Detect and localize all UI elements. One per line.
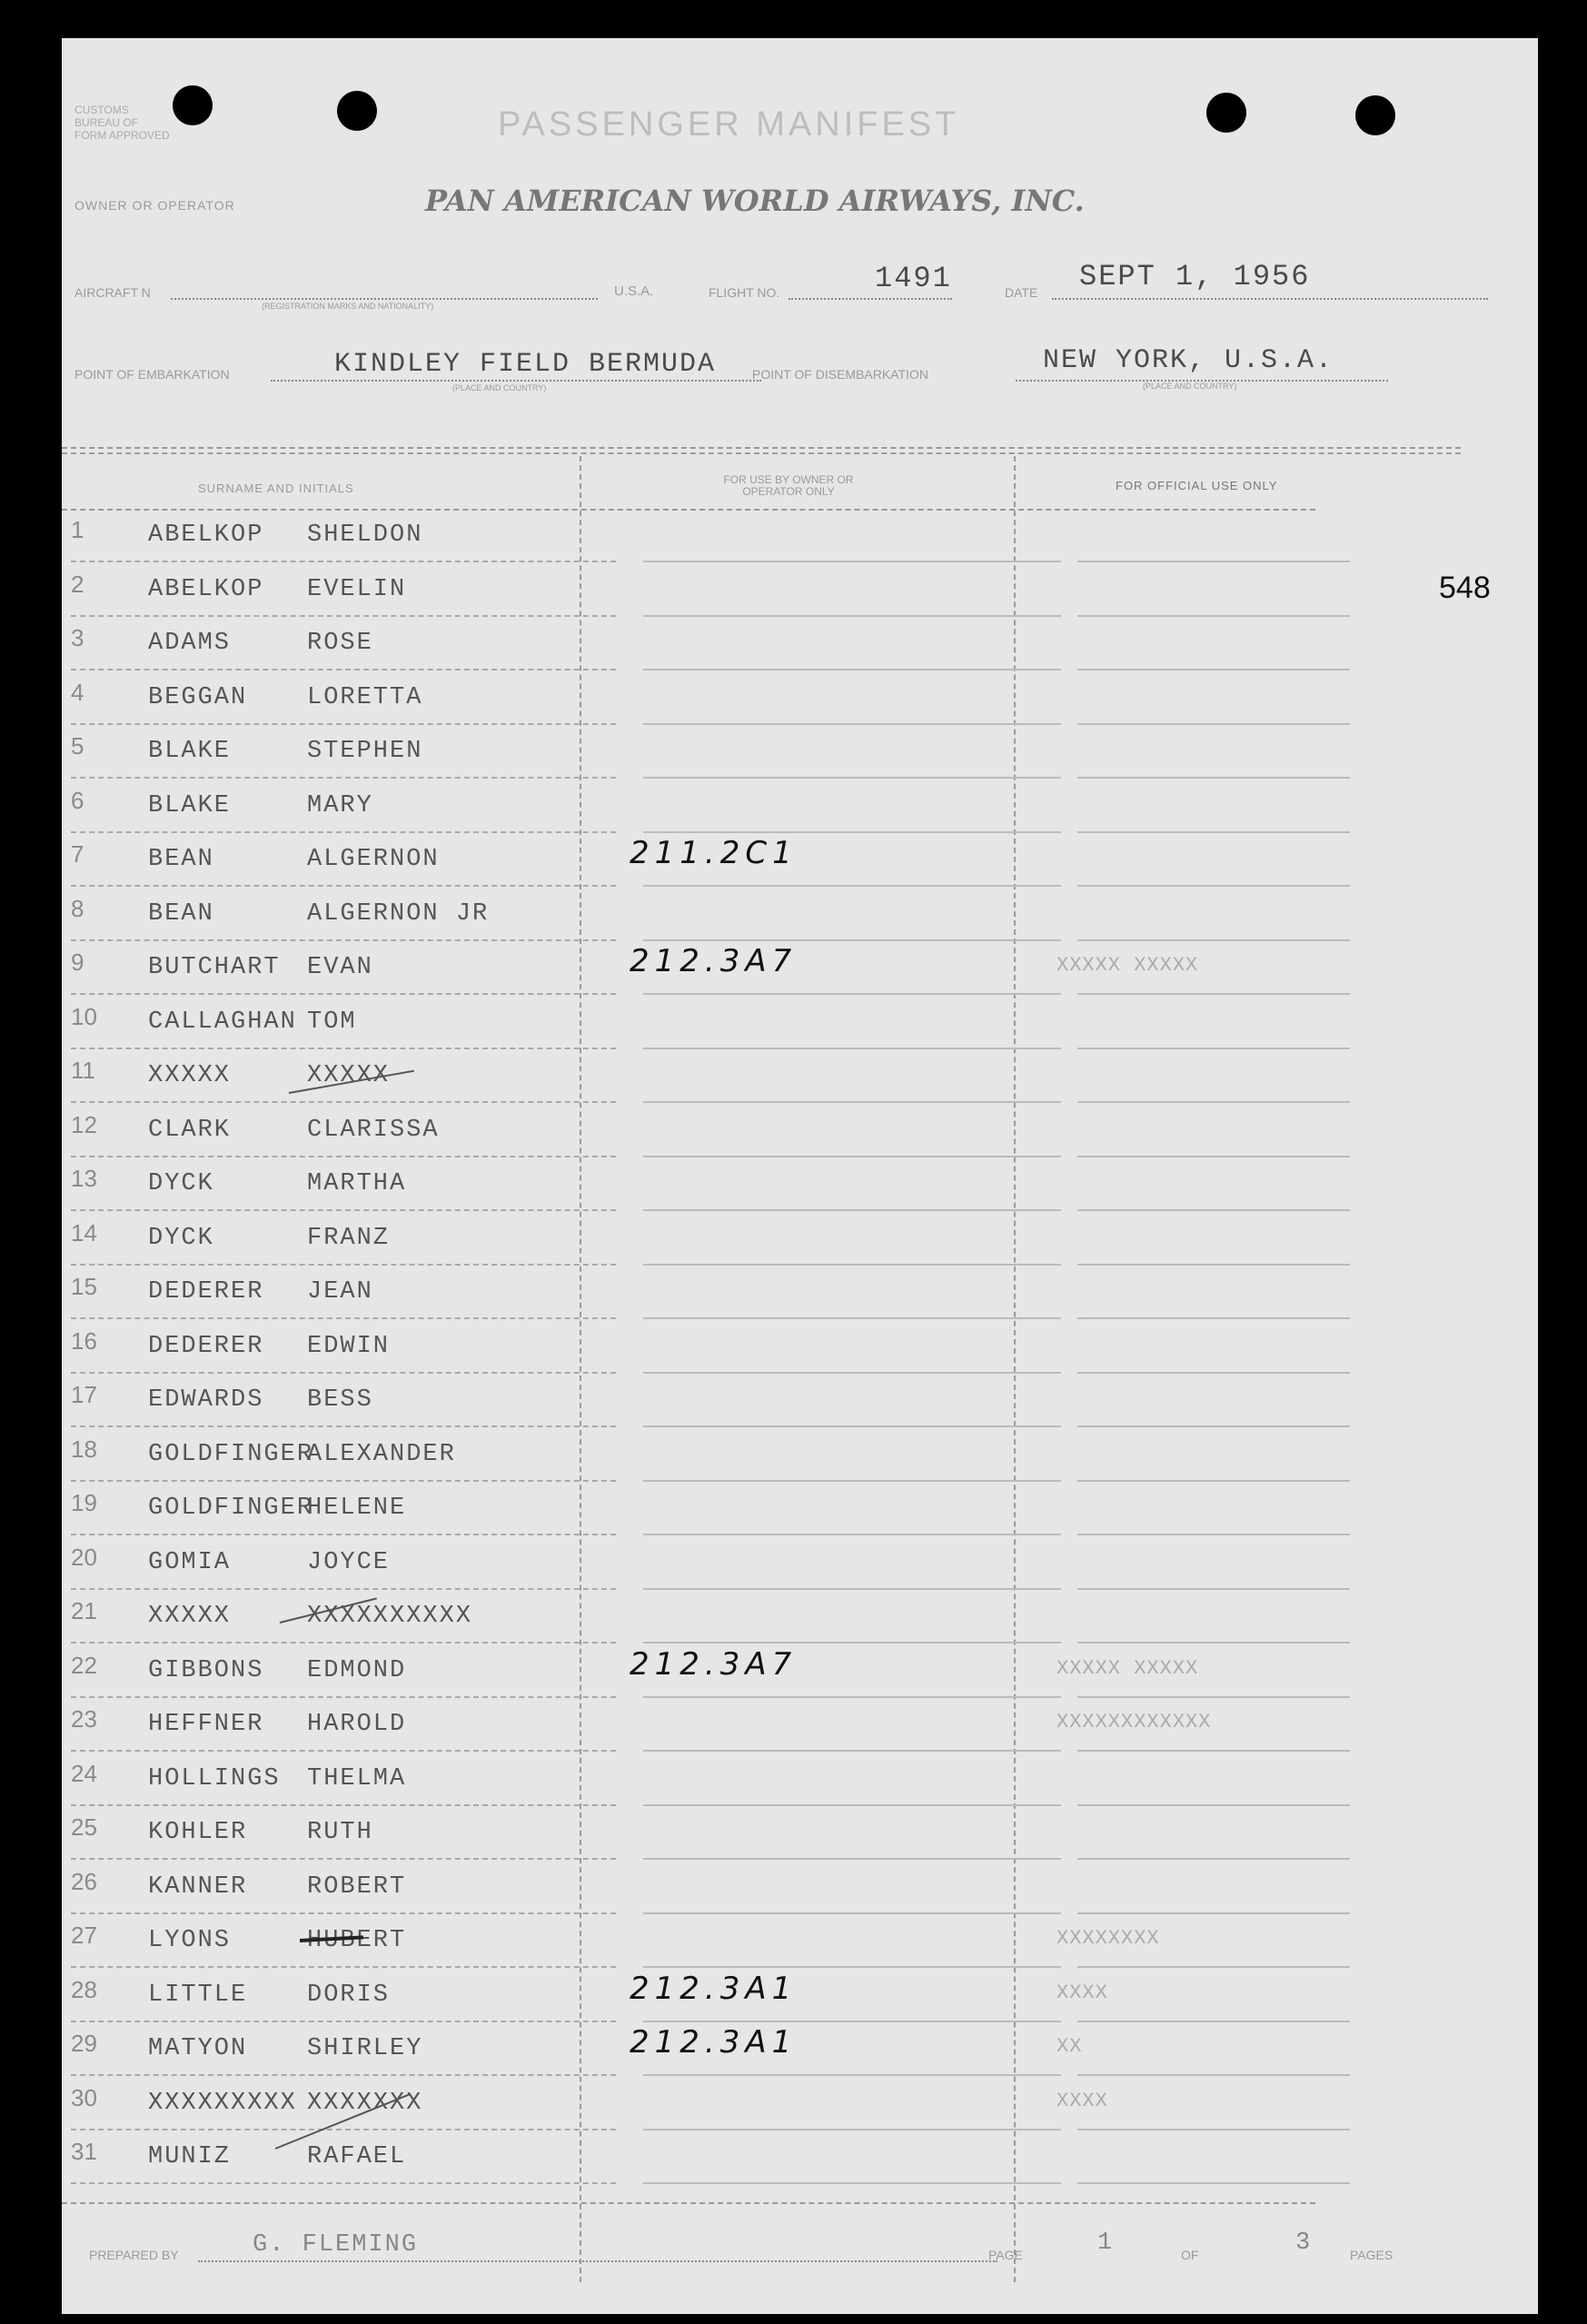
official-entry: XXXXX XXXXX: [1056, 954, 1199, 977]
passenger-given-name: ROBERT: [307, 1872, 407, 1901]
passenger-surname: MATYON: [148, 2035, 248, 2062]
corner-stamp: [74, 104, 170, 142]
official-entry: XXXXX XXXXX: [1056, 1656, 1199, 1680]
official-entry: XXXXXXXX: [1056, 1927, 1160, 1950]
passenger-surname: DYCK: [148, 1224, 214, 1252]
passenger-row: [62, 2130, 1388, 2184]
passenger-list: [62, 509, 1388, 2199]
operator-code: 212.3A1: [630, 1970, 798, 2007]
passenger-surname: BEAN: [148, 899, 214, 928]
column-header-owner-use-text: FOR USE BY OWNER OR OPERATOR ONLY: [723, 473, 854, 498]
row-number: 29: [71, 2030, 97, 2057]
embark-label: POINT OF EMBARKATION: [74, 367, 230, 382]
row-number: 17: [71, 1381, 97, 1408]
passenger-row: [62, 1049, 1388, 1103]
passenger-surname: BUTCHART: [148, 954, 281, 981]
passenger-row: [62, 1428, 1388, 1482]
row-number: 21: [71, 1597, 97, 1624]
column-header-owner-use: [716, 474, 861, 498]
passenger-given-name: EVELIN: [307, 575, 407, 603]
passenger-given-name: SHIRLEY: [307, 2035, 423, 2062]
passenger-surname: KANNER: [148, 1872, 248, 1901]
manifest-page: [62, 38, 1538, 2314]
operator-code: 211.2C1: [630, 835, 798, 871]
passenger-surname: XXXXX: [148, 1603, 232, 1630]
official-entry: XXXX: [1056, 2089, 1108, 2112]
passenger-surname: MUNIZ: [148, 2143, 232, 2170]
aircraft-line: [171, 298, 598, 300]
passenger-row: [62, 1157, 1388, 1211]
row-number: 16: [71, 1326, 97, 1355]
passenger-given-name: MARY: [307, 791, 373, 819]
passenger-given-name: HUBERT: [307, 1927, 407, 1954]
passenger-given-name: HAROLD: [307, 1711, 407, 1738]
passenger-surname: XXXXX: [148, 1062, 232, 1089]
row-number: 7: [71, 840, 84, 868]
passenger-given-name: ALGERNON JR: [307, 899, 490, 928]
passenger-given-name: RAFAEL: [307, 2143, 407, 2170]
row-number: 20: [71, 1543, 97, 1571]
page-stamp-number: 548: [1439, 571, 1491, 605]
row-number: 12: [71, 1110, 97, 1138]
disembark-label: POINT OF DISEMBARKATION: [752, 367, 928, 382]
row-number: 19: [71, 1489, 97, 1516]
row-number: 24: [71, 1759, 97, 1787]
aircraft-sublabel: (REGISTRATION MARKS AND NATIONALITY): [262, 302, 434, 311]
passenger-given-name: ALGERNON: [307, 846, 440, 873]
passenger-given-name: MARTHA: [307, 1170, 407, 1197]
passenger-given-name: STEPHEN: [307, 738, 423, 765]
row-rule-1: [71, 2182, 616, 2184]
passenger-surname: ABELKOP: [148, 521, 264, 549]
of-label: OF: [1181, 2248, 1199, 2262]
operator-code: 212.3A7: [630, 943, 798, 979]
row-number: 28: [71, 1975, 97, 2003]
prepared-label: PREPARED BY: [89, 2248, 179, 2262]
flight-label: FLIGHT NO.: [709, 285, 780, 300]
passenger-surname: HOLLINGS: [148, 1764, 281, 1793]
row-number: 14: [71, 1218, 97, 1246]
official-entry: XXXX: [1056, 1981, 1108, 2004]
row-number: 9: [71, 948, 84, 976]
row-number: 11: [71, 1057, 95, 1084]
row-number: 13: [71, 1165, 97, 1192]
pages-label: PAGES: [1350, 2248, 1394, 2262]
column-header-official-use: FOR OFFICIAL USE ONLY: [1116, 479, 1278, 492]
passenger-surname: GOMIA: [148, 1548, 232, 1576]
row-number: 5: [71, 732, 84, 760]
passenger-surname: CALLAGHAN: [148, 1008, 297, 1036]
owner-label: OWNER OR OPERATOR: [74, 198, 235, 213]
passenger-surname: LYONS: [148, 1927, 232, 1954]
passenger-row: [62, 1104, 1388, 1157]
passenger-row: [62, 725, 1388, 779]
row-number: 27: [71, 1922, 97, 1949]
passenger-given-name: ALEXANDER: [307, 1440, 456, 1468]
passenger-surname: GIBBONS: [148, 1656, 264, 1684]
passenger-surname: GOLDFINGER: [148, 1440, 314, 1468]
passenger-surname: HEFFNER: [148, 1711, 264, 1738]
passenger-row: [62, 833, 1388, 887]
passenger-row: [62, 1590, 1388, 1644]
passenger-row: [62, 1266, 1388, 1319]
row-number: 23: [71, 1705, 97, 1733]
passenger-given-name: ROSE: [307, 630, 373, 657]
official-entry: XXXXXXXXXXXX: [1056, 1711, 1212, 1733]
table-top-rule-2: [62, 452, 1461, 454]
usa-label: U.S.A.: [614, 283, 654, 299]
passenger-given-name: JEAN: [307, 1278, 373, 1306]
page-label: PAGE: [988, 2248, 1023, 2262]
passenger-given-name: BESS: [307, 1386, 373, 1414]
passenger-row: [62, 509, 1388, 562]
passenger-surname: GOLDFINGER: [148, 1495, 314, 1522]
column-header-surname: SURNAME AND INITIALS: [198, 482, 354, 495]
row-number: 31: [71, 2138, 97, 2165]
passenger-surname: BEGGAN: [148, 683, 248, 711]
passenger-surname: BLAKE: [148, 791, 232, 819]
embark-line: [271, 380, 761, 382]
passenger-row: [62, 1320, 1388, 1374]
punch-hole-left-2: [337, 91, 377, 131]
passenger-given-name: XXXXX: [307, 1062, 391, 1089]
passenger-row: [62, 1482, 1388, 1535]
passenger-given-name: SHELDON: [307, 521, 423, 549]
row-number: 22: [71, 1651, 97, 1679]
of-value: 3: [1295, 2230, 1313, 2257]
passenger-given-name: EVAN: [307, 954, 373, 981]
prepared-line: [198, 2260, 997, 2262]
passenger-surname: CLARK: [148, 1116, 232, 1144]
official-entry: XX: [1056, 2035, 1083, 2058]
passenger-surname: ABELKOP: [148, 575, 264, 603]
row-number: 26: [71, 1867, 97, 1895]
passenger-given-name: DORIS: [307, 1981, 391, 2009]
stamp-line-2: BUREAU OF: [74, 116, 139, 129]
date-line: [1052, 298, 1488, 300]
passenger-row: [62, 1536, 1388, 1590]
row-rule-2: [643, 2182, 1061, 2184]
passenger-row: [62, 2077, 1388, 2130]
passenger-surname: DEDERER: [148, 1332, 264, 1360]
row-number: 8: [71, 894, 84, 922]
disembark-value: NEW YORK, U.S.A.: [1043, 345, 1334, 376]
embark-sublabel: (PLACE AND COUNTRY): [452, 383, 547, 392]
passenger-row: [62, 1806, 1388, 1860]
flight-value: 1491: [875, 262, 952, 295]
passenger-given-name: LORETTA: [307, 683, 423, 711]
passenger-surname: BEAN: [148, 846, 214, 873]
punch-hole-right-1: [1206, 93, 1246, 133]
passenger-row: [62, 941, 1388, 995]
passenger-surname: ADAMS: [148, 630, 232, 657]
table-top-rule: [62, 447, 1461, 449]
passenger-row: [62, 888, 1388, 941]
passenger-given-name: XXXXXXX: [307, 2089, 423, 2117]
passenger-row: [62, 617, 1388, 670]
passenger-row: [62, 1861, 1388, 1914]
passenger-given-name: TOM: [307, 1008, 357, 1036]
flight-line: [789, 298, 952, 300]
passenger-row: [62, 1969, 1388, 2022]
row-number: 10: [71, 1002, 97, 1030]
passenger-given-name: THELMA: [307, 1764, 407, 1793]
passenger-row: [62, 1914, 1388, 1968]
passenger-row: [62, 1753, 1388, 1806]
row-number: 1: [71, 516, 84, 543]
stamp-line-3: FORM APPROVED: [74, 129, 170, 142]
disembark-sublabel: (PLACE AND COUNTRY): [1143, 382, 1237, 391]
passenger-given-name: EDMOND: [307, 1656, 407, 1684]
passenger-given-name: HELENE: [307, 1495, 407, 1522]
passenger-row: [62, 1698, 1388, 1752]
row-number: 4: [71, 678, 84, 706]
punch-hole-left-1: [173, 85, 213, 125]
passenger-row: [62, 996, 1388, 1049]
passenger-row: [62, 1374, 1388, 1427]
date-label: DATE: [1005, 285, 1038, 300]
date-value: SEPT 1, 1956: [1079, 260, 1311, 293]
passenger-row: [62, 2022, 1388, 2076]
passenger-surname: XXXXXXXXX: [148, 2089, 297, 2117]
passenger-row: [62, 671, 1388, 725]
prepared-value: G. FLEMING: [253, 2231, 419, 2259]
passenger-surname: KOHLER: [148, 1819, 248, 1846]
row-number: 18: [71, 1435, 97, 1463]
stamp-line-1: CUSTOMS: [74, 104, 129, 116]
passenger-row: [62, 780, 1388, 833]
passenger-given-name: FRANZ: [307, 1224, 391, 1252]
passenger-surname: EDWARDS: [148, 1386, 264, 1414]
row-number: 15: [71, 1273, 97, 1300]
row-number: 6: [71, 786, 84, 814]
passenger-surname: DYCK: [148, 1170, 214, 1197]
row-number: 30: [71, 2083, 97, 2111]
owner-value: PAN AMERICAN WORLD AIRWAYS, INC.: [425, 184, 1085, 218]
passenger-given-name: XXXXXXXXXX: [307, 1603, 473, 1630]
aircraft-label: AIRCRAFT N: [74, 285, 151, 300]
passenger-given-name: RUTH: [307, 1819, 373, 1846]
table-bottom-rule: [62, 2202, 1315, 2204]
passenger-given-name: JOYCE: [307, 1548, 391, 1576]
operator-code: 212.3A1: [630, 2024, 798, 2061]
passenger-surname: BLAKE: [148, 738, 232, 765]
passenger-surname: LITTLE: [148, 1981, 248, 2009]
passenger-given-name: EDWIN: [307, 1332, 391, 1360]
row-number: 3: [71, 624, 84, 651]
manifest-title: PASSENGER MANIFEST: [498, 105, 960, 144]
passenger-given-name: CLARISSA: [307, 1116, 440, 1144]
passenger-row: [62, 1644, 1388, 1698]
row-number: 2: [71, 570, 84, 598]
punch-hole-right-2: [1355, 95, 1395, 135]
row-rule-3: [1077, 2182, 1350, 2184]
embark-value: KINDLEY FIELD BERMUDA: [334, 349, 717, 380]
operator-code: 212.3A7: [630, 1645, 798, 1683]
row-number: 25: [71, 1813, 97, 1841]
passenger-row: [62, 563, 1388, 617]
passenger-surname: DEDERER: [148, 1278, 264, 1306]
passenger-row: [62, 1212, 1388, 1266]
page-value: 1: [1097, 2230, 1115, 2257]
